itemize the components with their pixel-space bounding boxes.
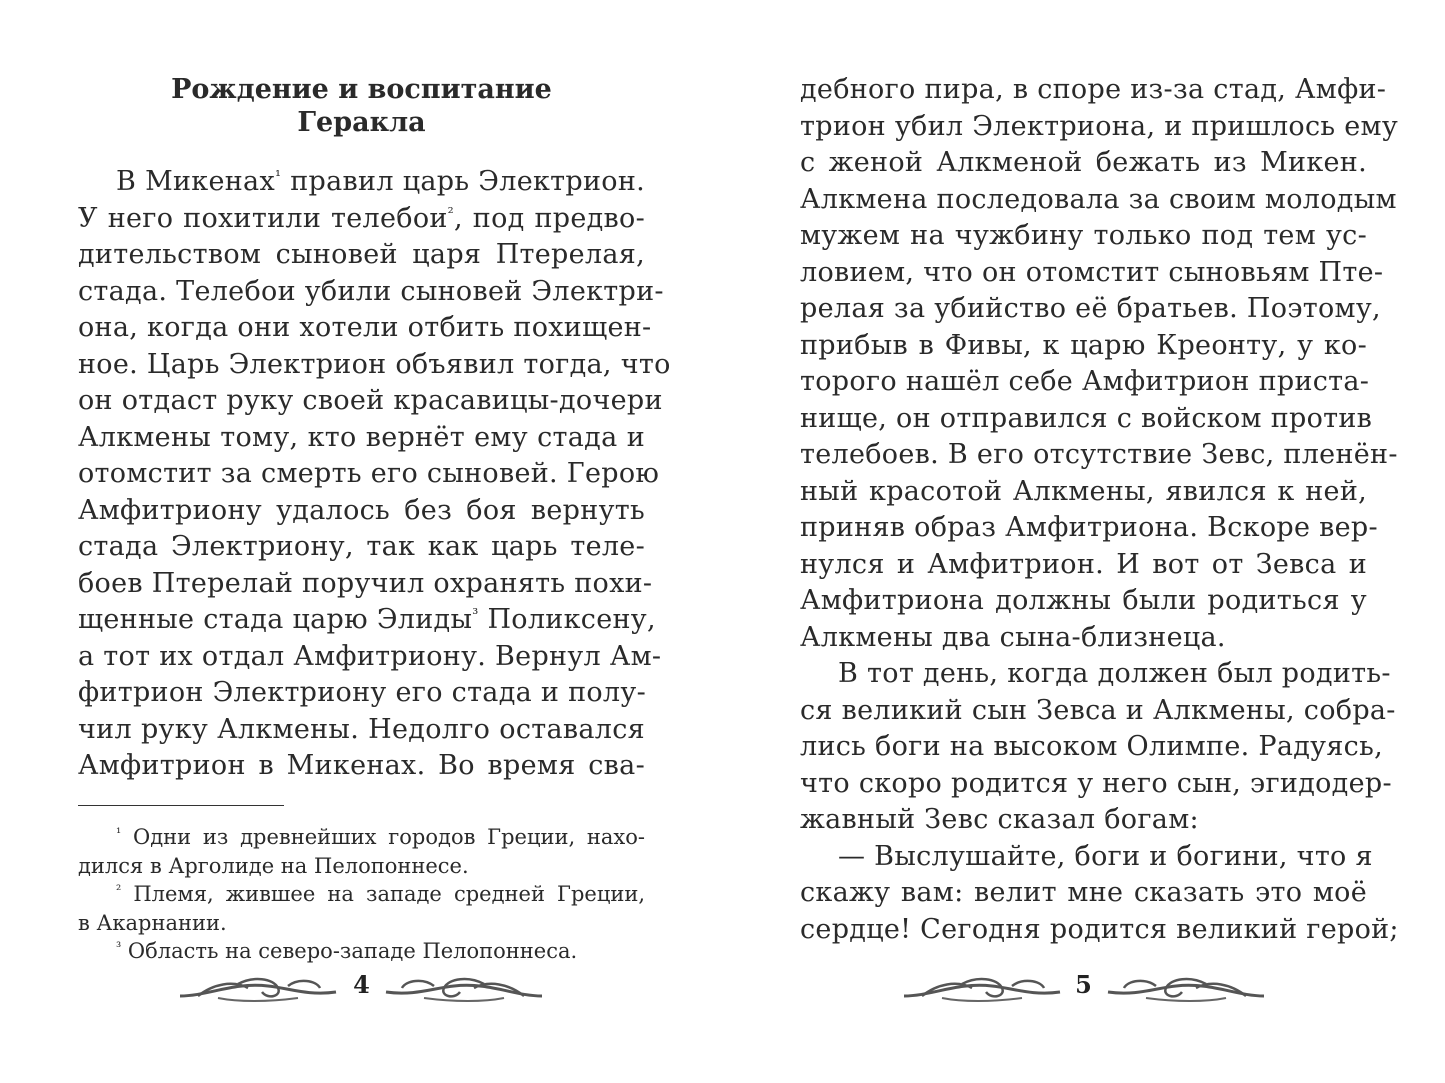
footnote-line: $^{^2}$ Племя, жившее на западе средней Греции, [116, 882, 645, 906]
text-line: дебного пира, в споре из-за стад, Амфи- [800, 74, 1387, 105]
text-line: она, когда они хотели отбить похищен- [78, 312, 652, 343]
text-line: нулся и Амфитрион. И вот от Зевса и [800, 548, 1367, 580]
text-line: Алкмены два сына-близнеца. [800, 621, 1226, 653]
page-footer [78, 970, 645, 1010]
footnote-line: $^{^3}$ Область на северо-западе Пелопоннеса. [116, 939, 578, 963]
chapter-title-line-2: Геракла [297, 107, 426, 138]
text-line: — Выслушайте, боги и богини, что я [838, 840, 1373, 872]
text-line: ся великий сын Зевса и Алкмены, собра- [800, 694, 1396, 726]
page-footer [800, 970, 1367, 1010]
footnote-ref: ³ [472, 605, 479, 623]
text-line: с женой Алкменой бежать из Микен. [800, 147, 1367, 178]
footnote-line: $^{^1}$ Одни из древнейших городов Греции, нахо- [116, 825, 645, 849]
text-line: отомстит за смерть его сыновей. Герою [78, 458, 660, 489]
chapter-title-line-1: Рождение и воспитание [171, 74, 552, 105]
text-line: У него похитили телебои$^{^2}$, под предво- [78, 202, 646, 234]
text-line: скажу вам: велит мне сказать это моё [800, 877, 1367, 908]
text-line: стада. Телебои убили сыновей Электри- [78, 275, 664, 307]
left-page-body [78, 164, 671, 785]
text-line: боев Птерелай поручил охранять похи- [78, 567, 653, 599]
text-line: ный красотой Алкмены, явился к ней, [800, 475, 1367, 507]
text-line: прибыв в Фивы, к царю Креонту, у ко- [800, 329, 1367, 361]
text-line: стада Электриону, так как царь теле- [78, 531, 645, 562]
text-line: Амфитриону удалось без боя вернуть [78, 494, 645, 526]
text-line: В тот день, когда должен был родить- [838, 658, 1391, 689]
flourish-ornament-icon [384, 974, 544, 1004]
text-line: чил руку Алкмены. Недолго оставался [78, 713, 645, 745]
page-number: 5 [1075, 970, 1092, 999]
text-line: а тот их отдал Амфитриону. Вернул Ам- [78, 640, 662, 672]
text-line: ловием, что он отомстит сыновьям Пте- [800, 256, 1384, 288]
text-line: жавный Зевс сказал богам: [800, 804, 1199, 835]
text-line: торого нашёл себе Амфитрион приста- [800, 366, 1370, 397]
text-line: сердце! Сегодня родится великий герой; [800, 913, 1399, 945]
text-line: релая за убийство её братьев. Поэтому, [800, 293, 1381, 324]
text-line: щенные стада царю Элиды$^{^3}$ Поликсену, [78, 604, 656, 635]
text-line: Амфитрион в Микенах. Во время сва- [78, 750, 645, 781]
text-line: лись боги на высоком Олимпе. Радуясь, [800, 731, 1383, 762]
text-line: приняв образ Амфитриона. Вскоре вер- [800, 512, 1378, 543]
text-line: он отдаст руку своей красавицы-дочери [78, 385, 663, 416]
text-line: ное. Царь Электрион объявил тогда, что [78, 348, 671, 380]
text-line: Алкмены тому, кто вернёт ему стада и [78, 421, 645, 453]
footnote-divider [78, 805, 284, 806]
text-line: нище, он отправился с войском против [800, 402, 1373, 434]
text-line: мужем на чужбину только под тем ус- [800, 220, 1367, 251]
right-page-body [800, 72, 1399, 948]
footnote-ref: ² [447, 203, 454, 222]
text-line: телебоев. В его отсутствие Зевс, пленён- [800, 439, 1398, 470]
footnotes [78, 823, 645, 966]
text-line: что скоро родится у него сын, эгидодер- [800, 767, 1392, 799]
text-line: В Микенах$^{^1}$ правил царь Электрион. [116, 166, 645, 197]
text-line: Амфитриона должны были родиться у [800, 585, 1367, 616]
footnote-line: в Акарнании. [78, 910, 227, 935]
text-line: дительством сыновей царя Птерелая, [78, 239, 645, 270]
text-line: трион убил Электриона, и пришлось ему [800, 110, 1399, 142]
text-line: фитрион Электриону его стада и полу- [78, 677, 646, 708]
footnote-line: дился в Арголиде на Пелопоннесе. [78, 853, 469, 878]
text-line: Алкмена последовала за своим молодым [800, 183, 1397, 215]
flourish-ornament-icon [1106, 974, 1266, 1004]
footnote-ref: ¹ [275, 167, 282, 185]
page-number: 4 [353, 970, 370, 999]
